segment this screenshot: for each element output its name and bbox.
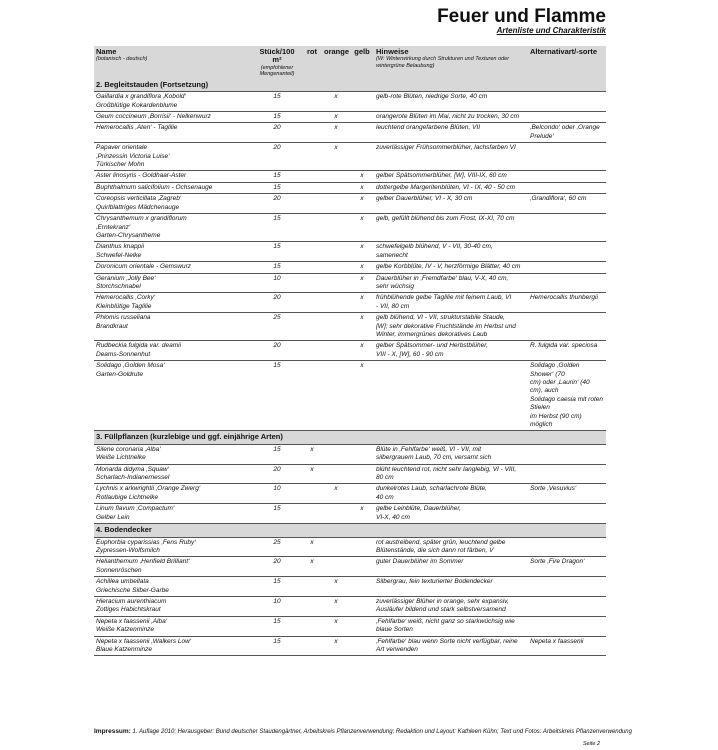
- plant-note: blüht leuchtend rot, nicht sehr langlebig, VI - VIII, 80 cm: [374, 464, 528, 484]
- plant-alternative: [528, 171, 606, 182]
- plant-note: gelb blühend, VI - VII, strukturstabile Staude, [W]; sehr dekorative Fruchtstände im Herbst und Winter, immergrünes dekoratives Laub: [374, 313, 528, 341]
- plant-alternative: R. fulgida var. speciosa: [528, 341, 606, 361]
- table-row: [94, 464, 606, 484]
- plant-name: Hemerocallis ‚Aten‘ - Taglilie: [94, 123, 252, 143]
- plant-name: Lychnis x arkwrightii ‚Orange Zwerg‘ Rotlaubige Lichtnelke: [94, 484, 252, 504]
- plant-count: 15: [252, 504, 302, 524]
- plant-name: Monarda didyma ‚Squaw‘ Scharlach-Indianernessel: [94, 464, 252, 484]
- plant-count: 10: [252, 484, 302, 504]
- table-row: [94, 194, 606, 214]
- mark-gelb: [350, 112, 374, 123]
- plant-count: 20: [252, 143, 302, 171]
- col-hints: Hinweise (W: Winterwirkung durch Strukturen und Texturen oder wintergrüne Belaubung): [374, 46, 528, 79]
- mark-rot: [302, 636, 322, 656]
- mark-gelb: x: [350, 214, 374, 242]
- mark-gelb: [350, 123, 374, 143]
- mark-gelb: x: [350, 182, 374, 193]
- table-row: [94, 171, 606, 182]
- table-row: [94, 504, 606, 524]
- mark-gelb: x: [350, 504, 374, 524]
- plant-note: dottergelbe Margeritenblüten, VI - IX, 40 - 50 cm: [374, 182, 528, 193]
- table-row: [94, 537, 606, 557]
- mark-gelb: [350, 143, 374, 171]
- plant-count: 10: [252, 273, 302, 293]
- table-row: [94, 361, 606, 431]
- mark-orange: x: [322, 596, 350, 616]
- mark-gelb: x: [350, 313, 374, 341]
- mark-orange: x: [322, 143, 350, 171]
- plant-name: Geranium ‚Jolly Bee‘ Storchschnabel: [94, 273, 252, 293]
- mark-orange: [322, 537, 350, 557]
- plant-name: Nepeta x faassenii ‚Walkers Low‘ Blaue Katzenminze: [94, 636, 252, 656]
- plant-count: 15: [252, 636, 302, 656]
- mark-rot: [302, 616, 322, 636]
- plant-alternative: Solidago ‚Golden Shower‘ (70 cm) oder ‚Laurin‘ (40 cm), auch Solidago caesia mit roten Stielen im Herbst (90 cm) möglich: [528, 361, 606, 431]
- plant-count: 20: [252, 464, 302, 484]
- plant-count: 15: [252, 214, 302, 242]
- mark-gelb: x: [350, 242, 374, 262]
- mark-orange: [322, 293, 350, 313]
- plant-name: Helianthemum ‚Henfield Brilliant‘ Sonnenröschen: [94, 557, 252, 577]
- mark-rot: [302, 484, 322, 504]
- plant-alternative: [528, 313, 606, 341]
- mark-gelb: x: [350, 194, 374, 214]
- page-subtitle: Artenliste und Charakteristik: [496, 26, 606, 35]
- mark-rot: x: [302, 557, 322, 577]
- table-row: [94, 112, 606, 123]
- plant-alternative: [528, 112, 606, 123]
- plant-note: dunkelrotes Laub, scharlachrote Blüte, 40 cm: [374, 484, 528, 504]
- table-row: [94, 92, 606, 112]
- plant-name: Solidago ‚Golden Mosa‘ Garten-Goldrute: [94, 361, 252, 431]
- plant-alternative: [528, 537, 606, 557]
- mark-orange: [322, 242, 350, 262]
- plant-alternative: [528, 242, 606, 262]
- plant-name: Buphthalmum salicifolium - Ochsenauge: [94, 182, 252, 193]
- table-body: [94, 79, 606, 656]
- table-row: [94, 262, 606, 273]
- mark-rot: [302, 596, 322, 616]
- mark-orange: x: [322, 92, 350, 112]
- plant-alternative: [528, 504, 606, 524]
- mark-orange: x: [322, 112, 350, 123]
- plant-count: 15: [252, 92, 302, 112]
- imprint-text: 1. Auflage 2010; Herausgeber: Bund deutscher Staudengärtner, Arbeitskreis Pflanzenverwendung; Redaktion und Layout: Kathleen Kühn; Text und Fotos: Arbeitskreis Pflanzenverwendung: [132, 729, 632, 735]
- plant-count: 10: [252, 596, 302, 616]
- mark-orange: x: [322, 616, 350, 636]
- plant-name: Phlomis russeliana Brandkraut: [94, 313, 252, 341]
- plant-note: Silbergrau, fein texturierter Bodendecker: [374, 577, 528, 597]
- mark-orange: [322, 262, 350, 273]
- plant-count: 25: [252, 313, 302, 341]
- mark-rot: [302, 143, 322, 171]
- mark-orange: [322, 313, 350, 341]
- plant-name: Euphorbia cyparissias ‚Fens Ruby‘ Zypressen-Wolfsmilch: [94, 537, 252, 557]
- col-alt: Alternativart/-sorte: [528, 46, 606, 79]
- mark-gelb: [350, 92, 374, 112]
- mark-rot: [302, 361, 322, 431]
- plant-alternative: [528, 577, 606, 597]
- mark-gelb: x: [350, 171, 374, 182]
- plant-note: zuverlässiger Blüher in orange, sehr expansiv, Ausläufer bildend und stark selbstversamend: [374, 596, 528, 616]
- plant-alternative: [528, 182, 606, 193]
- mark-rot: [302, 112, 322, 123]
- plant-note: schwefelgelb blühend, V - VII, 30-40 cm, samenecht: [374, 242, 528, 262]
- mark-gelb: [350, 636, 374, 656]
- mark-gelb: x: [350, 262, 374, 273]
- mark-gelb: [350, 557, 374, 577]
- page-number: Seite 2: [582, 741, 600, 747]
- mark-gelb: x: [350, 293, 374, 313]
- plant-alternative: ‚Belcondo‘ oder ‚Orange Prelude‘: [528, 123, 606, 143]
- mark-rot: [302, 313, 322, 341]
- mark-orange: [322, 182, 350, 193]
- plant-name: Gaillardia x grandiflora ‚Kobold‘ Großblütige Kokardenblume: [94, 92, 252, 112]
- plant-count: 15: [252, 171, 302, 182]
- mark-rot: [302, 504, 322, 524]
- mark-rot: [302, 194, 322, 214]
- plant-note: gelber Dauerblüher, VI - X, 30 cm: [374, 194, 528, 214]
- mark-rot: [302, 123, 322, 143]
- mark-orange: [322, 444, 350, 464]
- plant-alternative: ‚Grandiflora‘, 60 cm: [528, 194, 606, 214]
- plant-count: 20: [252, 557, 302, 577]
- mark-rot: [302, 577, 322, 597]
- mark-orange: [322, 361, 350, 431]
- table-row: [94, 577, 606, 597]
- mark-gelb: [350, 444, 374, 464]
- plant-note: orangerote Blüten im Mai, nicht zu trocken, 30 cm: [374, 112, 528, 123]
- mark-gelb: [350, 484, 374, 504]
- plant-count: 20: [252, 293, 302, 313]
- plant-alternative: [528, 214, 606, 242]
- plant-alternative: [528, 616, 606, 636]
- plant-name: Aster linosyris - Goldhaar-Aster: [94, 171, 252, 182]
- plant-alternative: [528, 273, 606, 293]
- table-row: [94, 313, 606, 341]
- plant-alternative: Nepeta x faassenii: [528, 636, 606, 656]
- plant-note: guter Dauerblüher im Sommer: [374, 557, 528, 577]
- plant-name: Silene coronaria ‚Alba‘ Weiße Lichtnelke: [94, 444, 252, 464]
- plant-note: ‚Fehlfarbe‘ weiß, nicht ganz so starkwüchsig wie blaue Sorten: [374, 616, 528, 636]
- plant-alternative: [528, 464, 606, 484]
- plant-name: Hieracium aurenthiacum Zottiges Habichtskraut: [94, 596, 252, 616]
- plant-alternative: [528, 262, 606, 273]
- plant-note: frühblühende gelbe Taglilie mit feinem Laub, VI - VII, 80 cm: [374, 293, 528, 313]
- plant-name: Chrysanthemum x grandiflorum ‚Erntekranz‘ Garten-Chrysantheme: [94, 214, 252, 242]
- section-title: 2. Begleitstauden (Fortsetzung): [94, 79, 606, 92]
- mark-rot: [302, 293, 322, 313]
- col-rot: rot: [302, 46, 322, 79]
- plant-name: Rudbeckia fulgida var. deamii Deams-Sonnenhut: [94, 341, 252, 361]
- table-row: [94, 444, 606, 464]
- col-orange: orange: [322, 46, 350, 79]
- plant-name: Dianthus knappii Schwefel-Nelke: [94, 242, 252, 262]
- mark-gelb: x: [350, 273, 374, 293]
- mark-rot: [302, 182, 322, 193]
- mark-gelb: x: [350, 341, 374, 361]
- section-header: [94, 431, 606, 444]
- table-row: [94, 143, 606, 171]
- mark-rot: [302, 262, 322, 273]
- plant-count: 15: [252, 616, 302, 636]
- plant-name: Achillea umbellata Griechische Silber-Garbe: [94, 577, 252, 597]
- table-row: [94, 123, 606, 143]
- plant-count: 15: [252, 444, 302, 464]
- page-title: Feuer und Flamme: [437, 6, 606, 27]
- plant-alternative: [528, 92, 606, 112]
- plant-note: zuverlässiger Frühsommerblüher, lachsfarben VI: [374, 143, 528, 171]
- plant-count: 15: [252, 361, 302, 431]
- mark-rot: [302, 242, 322, 262]
- plant-note: Blüte in ‚Fehlfarbe‘ weiß, VI - VII, mit silbergrauem Laub, 70 cm, versamt sich: [374, 444, 528, 464]
- species-table: [94, 46, 606, 656]
- plant-note: gelb, gefüllt blühend bis zum Frost, IX-XI, 70 cm: [374, 214, 528, 242]
- plant-count: 15: [252, 242, 302, 262]
- plant-name: Papaver orientale ‚Prinzessin Victoria Luise‘ Türkischer Mohn: [94, 143, 252, 171]
- table-row: [94, 341, 606, 361]
- table-header: [94, 46, 606, 79]
- plant-name: Coreopsis verticillata ‚Zagreb‘ Quirlblattriges Mädchenauge: [94, 194, 252, 214]
- mark-orange: [322, 464, 350, 484]
- mark-gelb: [350, 537, 374, 557]
- col-gelb: gelb: [350, 46, 374, 79]
- plant-name: Geum coccineum ‚Borrisii‘ - Nelkenwurz: [94, 112, 252, 123]
- plant-note: gelbe Korbblüte, IV - V, herzförmige Blätter, 40 cm: [374, 262, 528, 273]
- plant-alternative: Hemerocallis thunbergii: [528, 293, 606, 313]
- table-row: [94, 273, 606, 293]
- plant-alternative: Sorte ‚Fire Dragon‘: [528, 557, 606, 577]
- plant-alternative: [528, 444, 606, 464]
- col-name: Name (botanisch - deutsch): [94, 46, 252, 79]
- table-row: [94, 484, 606, 504]
- table-row: [94, 242, 606, 262]
- mark-orange: [322, 171, 350, 182]
- mark-rot: x: [302, 537, 322, 557]
- table-row: [94, 182, 606, 193]
- mark-orange: x: [322, 484, 350, 504]
- plant-note: leuchtend orangefarbene Blüten, VII: [374, 123, 528, 143]
- mark-orange: [322, 341, 350, 361]
- plant-note: gelb-rote Blüten, niedrige Sorte, 40 cm: [374, 92, 528, 112]
- plant-count: 15: [252, 112, 302, 123]
- plant-alternative: [528, 143, 606, 171]
- mark-orange: [322, 504, 350, 524]
- mark-gelb: [350, 596, 374, 616]
- plant-note: gelbe Leinblüte, Dauerblüher, VI-X, 40 cm: [374, 504, 528, 524]
- section-title: 4. Bodendecker: [94, 524, 606, 537]
- imprint: [94, 728, 632, 735]
- plant-alternative: Sorte ‚Vesuvius‘: [528, 484, 606, 504]
- mark-orange: [322, 214, 350, 242]
- plant-note: gelber Spätsommerblüher, [W], VIII-IX, 60 cm: [374, 171, 528, 182]
- mark-orange: [322, 194, 350, 214]
- mark-orange: x: [322, 636, 350, 656]
- plant-count: 15: [252, 262, 302, 273]
- plant-note: [374, 361, 528, 431]
- mark-orange: [322, 557, 350, 577]
- mark-gelb: [350, 577, 374, 597]
- table-row: [94, 293, 606, 313]
- mark-rot: [302, 341, 322, 361]
- section-header: [94, 79, 606, 92]
- section-title: 3. Füllpflanzen (kurzlebige und ggf. einjährige Arten): [94, 431, 606, 444]
- plant-name: Linum flavum ‚Compactum‘ Gelber Lein: [94, 504, 252, 524]
- plant-note: Dauerblüher in ‚Fremdfarbe‘ blau, V-X, 40 cm, sehr wüchsig: [374, 273, 528, 293]
- plant-note: ‚Fehlfarbe‘ blau wenn Sorte nicht verfügbar, reine Art verwenden: [374, 636, 528, 656]
- plant-count: 25: [252, 537, 302, 557]
- plant-name: Doronicum orientale - Gemswurz: [94, 262, 252, 273]
- mark-orange: [322, 273, 350, 293]
- mark-orange: x: [322, 577, 350, 597]
- mark-orange: x: [322, 123, 350, 143]
- mark-rot: x: [302, 444, 322, 464]
- plant-name: Hemerocallis ‚Corky‘ Kleinblütige Taglilie: [94, 293, 252, 313]
- table-row: [94, 557, 606, 577]
- plant-alternative: [528, 596, 606, 616]
- imprint-label: Impressum:: [94, 728, 131, 735]
- plant-note: rot austreibend, später grün, leuchtend gelbe Blütenstände, die sich dann rot färben, V: [374, 537, 528, 557]
- table-row: [94, 214, 606, 242]
- plant-count: 20: [252, 123, 302, 143]
- mark-rot: x: [302, 464, 322, 484]
- mark-rot: [302, 214, 322, 242]
- plant-count: 15: [252, 577, 302, 597]
- plant-name: Nepeta x faassenii ‚Alba‘ Weiße Katzenminze: [94, 616, 252, 636]
- table-row: [94, 616, 606, 636]
- table-row: [94, 636, 606, 656]
- plant-count: 20: [252, 341, 302, 361]
- mark-rot: [302, 171, 322, 182]
- plant-note: gelber Spätsommer- und Herbstblüher, VIII - X, [W], 60 - 90 cm: [374, 341, 528, 361]
- mark-gelb: [350, 464, 374, 484]
- mark-rot: [302, 273, 322, 293]
- mark-gelb: [350, 616, 374, 636]
- section-header: [94, 524, 606, 537]
- col-count: Stück/100 m² (empfohlener Mengenanteil): [252, 46, 302, 79]
- plant-count: 15: [252, 182, 302, 193]
- table-row: [94, 596, 606, 616]
- mark-rot: [302, 92, 322, 112]
- mark-gelb: x: [350, 361, 374, 431]
- plant-count: 20: [252, 194, 302, 214]
